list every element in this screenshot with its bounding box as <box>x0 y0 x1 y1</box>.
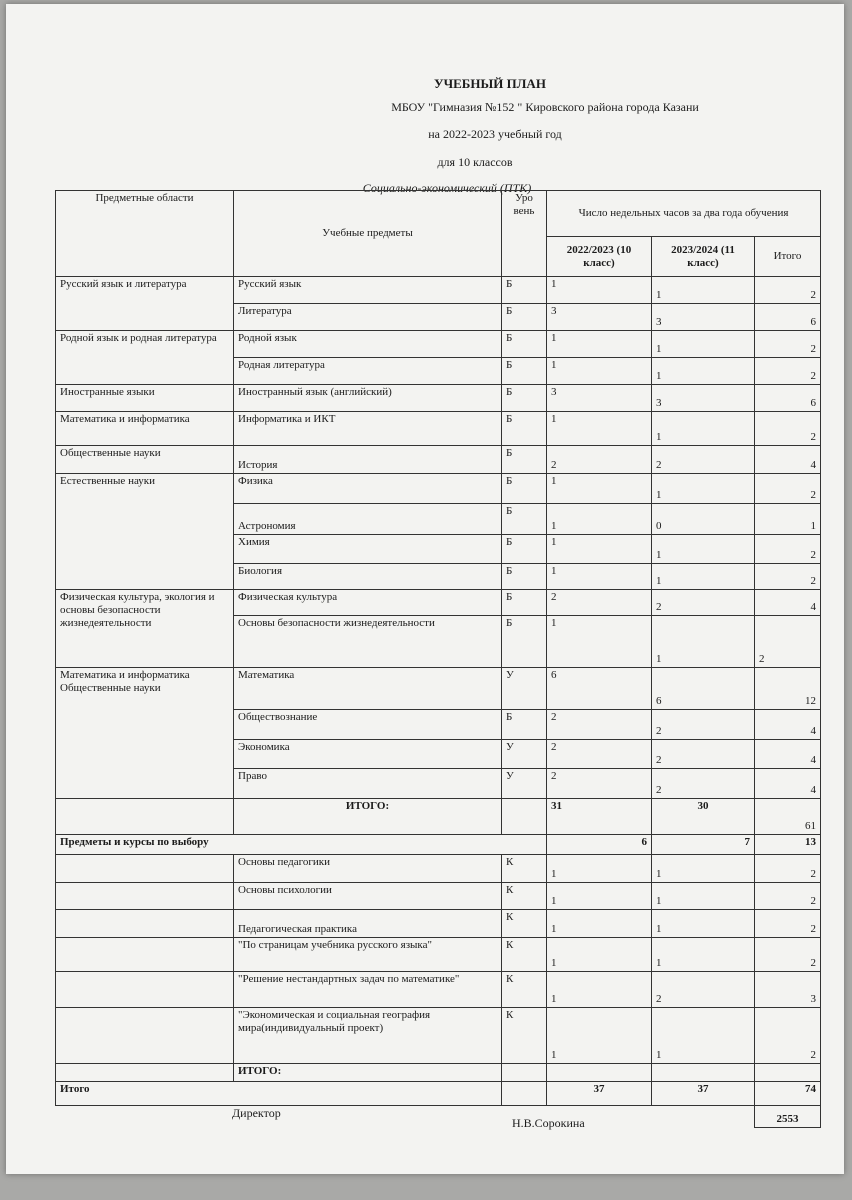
year2-cell: 1 <box>652 331 755 358</box>
grand-total-label: Итого <box>56 1082 502 1106</box>
grand-total: 74 <box>755 1082 821 1106</box>
total-cell: 3 <box>755 972 821 1008</box>
level-cell: Б <box>502 590 547 616</box>
table-row <box>56 855 821 883</box>
total-cell: 1 <box>755 504 821 535</box>
year1-cell: 2 <box>547 446 652 474</box>
subject-cell: Основы психологии <box>234 883 502 910</box>
total-cell: 2 <box>755 358 821 385</box>
year1-cell: 1 <box>547 972 652 1008</box>
electives-label: Предметы и курсы по выбору <box>56 835 547 855</box>
table-row <box>56 277 821 304</box>
itogo-row <box>56 1064 821 1082</box>
subject-cell: Астрономия <box>234 504 502 535</box>
year1-cell: 1 <box>547 938 652 972</box>
year1-cell: 2 <box>547 590 652 616</box>
year1-cell: 1 <box>547 504 652 535</box>
subject-cell: Основы педагогики <box>234 855 502 883</box>
level-cell: Б <box>502 564 547 590</box>
total-cell: 2 <box>755 277 821 304</box>
table-row <box>56 331 821 358</box>
subject-cell: Информатика и ИКТ <box>234 412 502 446</box>
director-name: Н.В.Сорокина <box>512 1116 585 1130</box>
itogo-label: ИТОГО: <box>234 1064 502 1082</box>
year2-cell: 3 <box>652 304 755 331</box>
annual-total: 2553 <box>755 1106 821 1128</box>
itogo-label: ИТОГО: <box>234 799 502 835</box>
year2-cell: 2 <box>652 446 755 474</box>
year2-cell: 0 <box>652 504 755 535</box>
level-cell: Б <box>502 446 547 474</box>
subject-cell: Родная литература <box>234 358 502 385</box>
header-total: Итого <box>755 237 821 277</box>
area-cell: Математика и информатика Общественные науки <box>56 668 234 799</box>
year2-cell: 2 <box>652 590 755 616</box>
table-row <box>56 474 821 504</box>
level-cell: К <box>502 883 547 910</box>
electives-year1: 6 <box>547 835 652 855</box>
subject-cell: Физика <box>234 474 502 504</box>
subject-cell: История <box>234 446 502 474</box>
year2-cell: 2 <box>652 740 755 769</box>
level-cell: Б <box>502 331 547 358</box>
year1-cell: 1 <box>547 616 652 668</box>
area-cell: Физическая культура, экология и основы безопасности жизнедеятельности <box>56 590 234 668</box>
level-cell: У <box>502 769 547 799</box>
year2-cell: 1 <box>652 855 755 883</box>
year2-cell: 1 <box>652 535 755 564</box>
electives-total: 13 <box>755 835 821 855</box>
total-cell: 4 <box>755 769 821 799</box>
total-cell: 2 <box>755 938 821 972</box>
subject-cell: Экономика <box>234 740 502 769</box>
subject-cell: Химия <box>234 535 502 564</box>
subject-cell: "Экономическая и социальная география мира(индивидуальный проект) <box>234 1008 502 1064</box>
subject-cell: Иностранный язык (английский) <box>234 385 502 412</box>
year2-cell: 1 <box>652 883 755 910</box>
level-cell: К <box>502 972 547 1008</box>
total-cell: 4 <box>755 590 821 616</box>
extra-total-row <box>56 1106 821 1128</box>
year1-cell: 3 <box>547 304 652 331</box>
year1-cell: 1 <box>547 412 652 446</box>
subject-cell: Литература <box>234 304 502 331</box>
level-cell: К <box>502 938 547 972</box>
year1-cell: 1 <box>547 277 652 304</box>
year1-cell: 1 <box>547 910 652 938</box>
area-cell: Математика и информатика <box>56 412 234 446</box>
profile-label: Социально-экономический (ПТК) <box>362 181 532 195</box>
table-row <box>56 590 821 616</box>
table-row <box>56 446 821 474</box>
total-cell: 4 <box>755 446 821 474</box>
area-cell: Родной язык и родная литература <box>56 331 234 385</box>
total-cell: 2 <box>755 331 821 358</box>
area-cell: Иностранные языки <box>56 385 234 412</box>
year1-cell: 1 <box>547 883 652 910</box>
total-cell: 2 <box>755 855 821 883</box>
year1-cell: 1 <box>547 1008 652 1064</box>
subject-cell: Русский язык <box>234 277 502 304</box>
header-row <box>56 191 821 237</box>
school-name: МБОУ "Гимназия №152 " Кировского района города Казани <box>391 100 699 114</box>
year2-cell: 2 <box>652 769 755 799</box>
header-area: Предметные области <box>56 191 234 277</box>
subject-cell: "По страницам учебника русского языка" <box>234 938 502 972</box>
subject-cell: "Решение нестандартных задач по математике" <box>234 972 502 1008</box>
subject-cell: Обществознание <box>234 710 502 740</box>
year1-cell: 3 <box>547 385 652 412</box>
director-label: Директор <box>232 1106 281 1120</box>
total-cell: 2 <box>755 1008 821 1064</box>
table-row <box>56 938 821 972</box>
area-cell: Русский язык и литература <box>56 277 234 331</box>
year2-cell: 1 <box>652 564 755 590</box>
total-cell: 6 <box>755 304 821 331</box>
level-cell: Б <box>502 412 547 446</box>
grand-total-row <box>56 1082 821 1106</box>
subject-cell: Педагогическая практика <box>234 910 502 938</box>
itogo-total: 61 <box>755 799 821 835</box>
table-row <box>56 668 821 710</box>
level-cell: К <box>502 1008 547 1064</box>
electives-header-row <box>56 835 821 855</box>
subject-cell: Физическая культура <box>234 590 502 616</box>
year2-cell: 1 <box>652 412 755 446</box>
year1-cell: 6 <box>547 668 652 710</box>
area-cell: Общественные науки <box>56 446 234 474</box>
total-cell: 2 <box>755 883 821 910</box>
total-cell: 2 <box>755 910 821 938</box>
total-cell: 6 <box>755 385 821 412</box>
total-cell: 2 <box>755 616 821 668</box>
grand-year2: 37 <box>652 1082 755 1106</box>
level-cell: Б <box>502 358 547 385</box>
table-row <box>56 972 821 1008</box>
level-cell: Б <box>502 474 547 504</box>
level-cell: Б <box>502 304 547 331</box>
year1-cell: 1 <box>547 855 652 883</box>
year2-cell: 1 <box>652 938 755 972</box>
header-year2: 2023/2024 (11 класс) <box>652 237 755 277</box>
subject-cell: Биология <box>234 564 502 590</box>
subject-cell: Основы безопасности жизнедеятельности <box>234 616 502 668</box>
table-row <box>56 883 821 910</box>
year2-cell: 3 <box>652 385 755 412</box>
header-hours: Число недельных часов за два года обучения <box>547 191 821 237</box>
level-cell: Б <box>502 710 547 740</box>
year2-cell: 1 <box>652 1008 755 1064</box>
level-cell: К <box>502 855 547 883</box>
year1-cell: 2 <box>547 740 652 769</box>
itogo-year2: 30 <box>652 799 755 835</box>
year2-cell: 1 <box>652 358 755 385</box>
subject-cell: Право <box>234 769 502 799</box>
level-cell: Б <box>502 504 547 535</box>
total-cell: 4 <box>755 710 821 740</box>
level-cell: У <box>502 668 547 710</box>
header-year1: 2022/2023 (10 класс) <box>547 237 652 277</box>
area-cell: Естественные науки <box>56 474 234 590</box>
level-cell: У <box>502 740 547 769</box>
table-row <box>56 412 821 446</box>
year1-cell: 1 <box>547 535 652 564</box>
total-cell: 2 <box>755 474 821 504</box>
year1-cell: 1 <box>547 474 652 504</box>
subject-cell: Родной язык <box>234 331 502 358</box>
itogo-year1: 31 <box>547 799 652 835</box>
year2-cell: 6 <box>652 668 755 710</box>
total-cell: 12 <box>755 668 821 710</box>
year1-cell: 1 <box>547 331 652 358</box>
electives-year2: 7 <box>652 835 755 855</box>
total-cell: 2 <box>755 412 821 446</box>
curriculum-table <box>55 190 821 1128</box>
year1-cell: 2 <box>547 769 652 799</box>
itogo-row <box>56 799 821 835</box>
year1-cell: 1 <box>547 358 652 385</box>
table-row <box>56 385 821 412</box>
table-row <box>56 1008 821 1064</box>
year2-cell: 2 <box>652 972 755 1008</box>
grand-year1: 37 <box>547 1082 652 1106</box>
level-cell: Б <box>502 616 547 668</box>
level-cell: Б <box>502 385 547 412</box>
level-cell: К <box>502 910 547 938</box>
level-cell: Б <box>502 535 547 564</box>
doc-title: УЧЕБНЫЙ ПЛАН <box>434 76 546 91</box>
year2-cell: 2 <box>652 710 755 740</box>
header-subject: Учебные предметы <box>234 191 502 277</box>
table-row <box>56 910 821 938</box>
year2-cell: 1 <box>652 277 755 304</box>
level-cell: Б <box>502 277 547 304</box>
header-level: Уро вень <box>502 191 547 277</box>
year2-cell: 1 <box>652 910 755 938</box>
total-cell: 2 <box>755 535 821 564</box>
grade-label: для 10 классов <box>437 155 513 169</box>
year1-cell: 1 <box>547 564 652 590</box>
total-cell: 2 <box>755 564 821 590</box>
academic-year: на 2022-2023 учебный год <box>428 127 562 141</box>
total-cell: 4 <box>755 740 821 769</box>
year2-cell: 1 <box>652 616 755 668</box>
year1-cell: 2 <box>547 710 652 740</box>
year2-cell: 1 <box>652 474 755 504</box>
subject-cell: Математика <box>234 668 502 710</box>
